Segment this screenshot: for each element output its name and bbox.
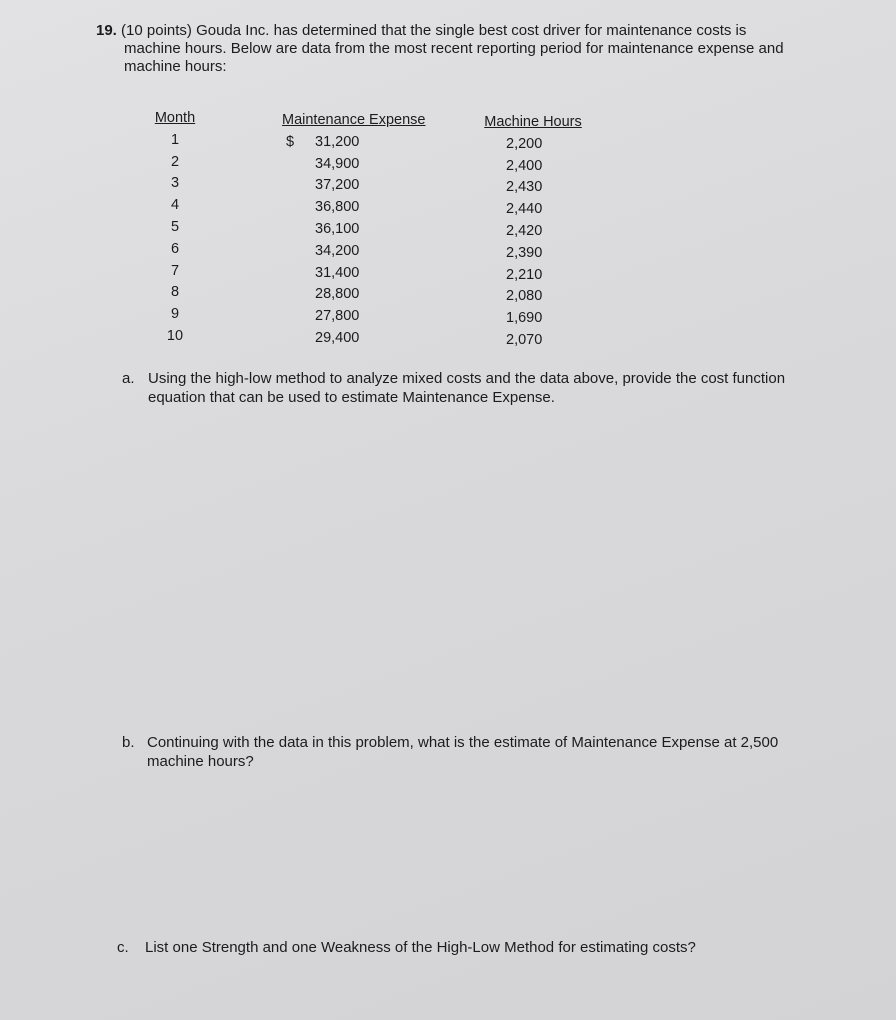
expense-header: Maintenance Expense xyxy=(282,112,426,128)
hours-cell: 2,400 xyxy=(506,157,543,174)
question-prompt xyxy=(96,22,866,76)
expense-cell: 28,800 xyxy=(315,286,360,303)
month-cell: 5 xyxy=(170,218,180,235)
part-b-marker: b. xyxy=(122,734,135,751)
month-cell: 2 xyxy=(170,153,180,170)
expense-cell: 34,900 xyxy=(315,155,360,172)
expense-cell: 27,800 xyxy=(315,308,360,325)
month-cell: 9 xyxy=(170,306,180,323)
expense-value: 31,200 xyxy=(315,133,360,150)
hours-header: Machine Hours xyxy=(484,114,582,130)
expense-cell: 31,400 xyxy=(315,264,360,281)
month-cell: 4 xyxy=(170,197,180,214)
part-b-line-2: machine hours? xyxy=(147,753,254,770)
month-header: Month xyxy=(154,110,196,126)
expense-cell: 36,800 xyxy=(315,199,360,216)
part-b xyxy=(122,733,842,771)
currency-symbol: $ xyxy=(286,133,295,150)
part-a xyxy=(122,369,852,407)
question-number: 19. xyxy=(96,22,117,39)
month-cell: 6 xyxy=(170,240,180,257)
month-cell: 7 xyxy=(170,262,180,279)
question-line-1 xyxy=(96,22,866,40)
expense-cell: 34,200 xyxy=(315,242,360,259)
expense-cell xyxy=(282,132,444,154)
hours-cell: 2,210 xyxy=(506,266,543,283)
hours-cell: 2,440 xyxy=(506,201,543,218)
expense-cell: 37,200 xyxy=(315,177,360,194)
month-column xyxy=(149,108,201,348)
expense-cell: 36,100 xyxy=(315,220,360,237)
month-cell: 3 xyxy=(170,175,180,192)
expense-column xyxy=(282,110,444,350)
hours-cell: 2,070 xyxy=(506,331,543,348)
question-line-3: machine hours: xyxy=(124,58,227,75)
hours-cell: 2,200 xyxy=(506,135,543,152)
month-cell: 8 xyxy=(170,284,180,301)
part-a-marker: a. xyxy=(122,370,135,387)
hours-cell: 2,420 xyxy=(506,222,543,239)
hours-cell: 2,080 xyxy=(506,288,543,305)
part-c xyxy=(117,938,837,957)
part-c-marker: c. xyxy=(117,939,129,956)
part-b-line-1: Continuing with the data in this problem, what is the estimate of Maintenance Expense at 2,500 xyxy=(147,734,779,751)
question-line-2: machine hours. Below are data from the most recent reporting period for maintenance expense and xyxy=(124,40,784,57)
question-points: (10 points) xyxy=(121,22,192,39)
hours-cell: 1,690 xyxy=(506,310,543,327)
hours-column xyxy=(476,112,590,352)
part-a-line-2: equation that can be used to estimate Maintenance Expense. xyxy=(148,389,555,406)
expense-cell: 29,400 xyxy=(315,329,360,346)
hours-cell: 2,430 xyxy=(506,179,543,196)
question-text-1: Gouda Inc. has determined that the single best cost driver for maintenance costs is xyxy=(196,22,747,39)
month-cell: 1 xyxy=(170,131,180,148)
hours-cell: 2,390 xyxy=(506,244,543,261)
part-a-line-1: Using the high-low method to analyze mixed costs and the data above, provide the cost function xyxy=(148,370,786,387)
part-c-line-1: List one Strength and one Weakness of the High-Low Method for estimating costs? xyxy=(145,939,696,956)
month-cell: 10 xyxy=(166,327,184,344)
